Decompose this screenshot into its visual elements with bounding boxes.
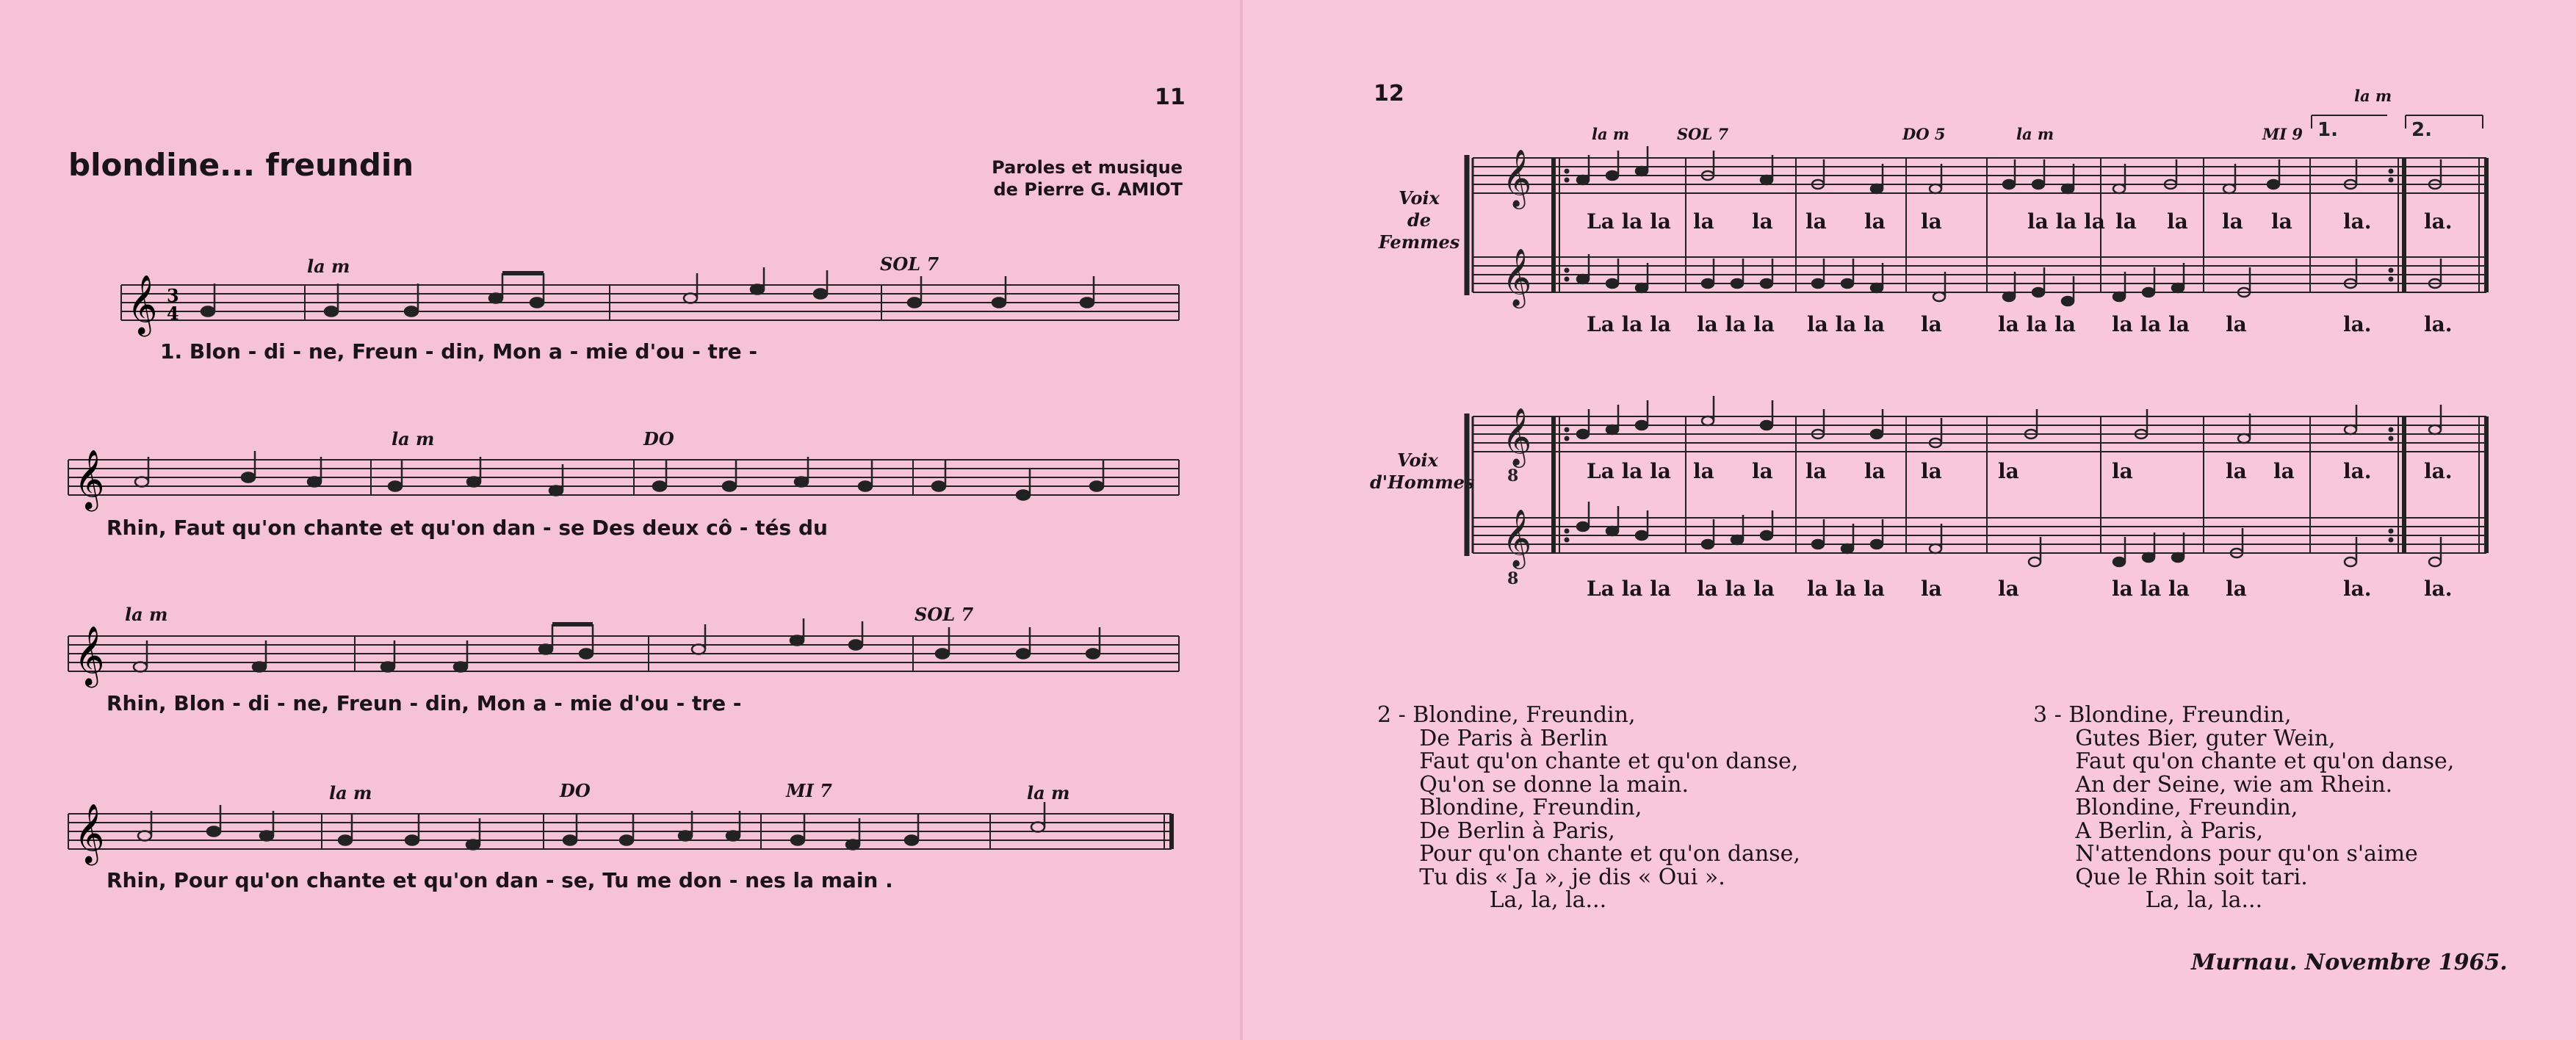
choir-syllable: la bbox=[1998, 577, 2019, 601]
choir-syllable: la bbox=[2226, 459, 2247, 483]
chord-label: la m bbox=[2016, 125, 2054, 143]
choir-syllable: la bbox=[2226, 312, 2247, 336]
choir-syllable: la la la bbox=[2112, 577, 2190, 601]
choir-syllable: la bbox=[2273, 459, 2295, 483]
melody-staff-2 bbox=[68, 449, 1185, 509]
volta-2: 2. bbox=[2411, 119, 2432, 141]
choir-syllable: la bbox=[1805, 209, 1827, 234]
voice-label-men bbox=[1370, 449, 1475, 494]
choir-syllable: la. bbox=[2343, 312, 2372, 336]
song-credits bbox=[918, 156, 1183, 201]
svg-text:𝄞: 𝄞 bbox=[1502, 149, 1532, 207]
chord-label: DO bbox=[643, 428, 674, 449]
choir-syllable: la bbox=[2271, 209, 2292, 234]
svg-text:𝄞: 𝄞 bbox=[1502, 408, 1532, 466]
choir-syllable: La la la bbox=[1587, 577, 1671, 601]
verse-2: 2 - Blondine, Freundin, De Paris à Berlin Faut qu'on chante et qu'on danse, Qu'on se donne la main. Blondine, Freundin, De Berlin à Paris, Pour qu'on chante et qu'on danse, Tu dis « Ja », je dis « Oui ». La, la, la... bbox=[1377, 702, 1800, 913]
chord-label: SOL 7 bbox=[1677, 125, 1729, 143]
choir-syllable: la. bbox=[2424, 459, 2453, 483]
choir-syllable: La la la bbox=[1587, 312, 1671, 336]
volta-1: 1. bbox=[2317, 119, 2338, 141]
chord-label: MI 7 bbox=[786, 780, 832, 801]
svg-text:𝄞: 𝄞 bbox=[127, 274, 158, 334]
chord-label: DO 5 bbox=[1902, 125, 1946, 143]
voice-label-line: de bbox=[1407, 209, 1432, 231]
chord-label: la m bbox=[1027, 782, 1070, 804]
choir-syllable: la bbox=[1921, 312, 1942, 336]
svg-text:𝄞: 𝄞 bbox=[1502, 248, 1532, 306]
svg-text:𝄞: 𝄞 bbox=[74, 449, 105, 509]
melody-staff-3 bbox=[68, 625, 1185, 685]
verse-3: 3 - Blondine, Freundin, Gutes Bier, guter Wein, Faut qu'on chante et qu'on danse, An der Seine, wie am Rhein. Blondine, Freundin, A Berlin, à Paris, N'attendons pour qu'on s'aime Que le Rhin soit tari. La, la, la... bbox=[2033, 702, 2455, 913]
voice-label-line: Voix bbox=[1397, 449, 1438, 471]
svg-text:𝄞: 𝄞 bbox=[1502, 509, 1532, 567]
chord-label: la m bbox=[307, 256, 350, 277]
choir-syllable: la. bbox=[2424, 209, 2453, 234]
chord-label: la m bbox=[2354, 87, 2392, 105]
composition-date: Murnau. Novembre 1965. bbox=[2191, 950, 2508, 975]
choir-syllable: la la la bbox=[1807, 577, 1885, 601]
choir-score bbox=[1473, 106, 2501, 613]
choir-syllable: la la la bbox=[2112, 312, 2190, 336]
choir-syllable: la bbox=[1921, 209, 1942, 234]
choir-syllable: la. bbox=[2424, 577, 2453, 601]
song-title: blondine... freundin bbox=[68, 147, 414, 183]
voice-label-women bbox=[1375, 187, 1463, 253]
page-number-left: 11 bbox=[1155, 84, 1186, 110]
melody-staff-4 bbox=[68, 803, 1185, 863]
page-fold bbox=[1240, 0, 1243, 1040]
svg-text:𝄞: 𝄞 bbox=[74, 625, 105, 685]
choir-syllable: la bbox=[1752, 209, 1773, 234]
choir-syllable: la la la bbox=[2027, 209, 2105, 234]
lyrics-line-3: Rhin, Blon - di - ne, Freun - din, Mon a - mie d'ou - tre - bbox=[107, 691, 742, 715]
chord-label: SOL 7 bbox=[880, 253, 939, 275]
chord-label: MI 9 bbox=[2262, 125, 2303, 143]
choir-syllable: la. bbox=[2343, 577, 2372, 601]
svg-text:4: 4 bbox=[167, 303, 179, 324]
choir-syllable: la la la bbox=[1998, 312, 2076, 336]
melody-staff-1 bbox=[121, 274, 1186, 334]
choir-syllable: la bbox=[2112, 459, 2133, 483]
choir-syllable: la bbox=[1998, 459, 2019, 483]
choir-syllable: la bbox=[1752, 459, 1773, 483]
svg-text:𝄞: 𝄞 bbox=[74, 803, 105, 863]
choir-syllable: la la la bbox=[1807, 312, 1885, 336]
credits-line-2: de Pierre G. AMIOT bbox=[993, 179, 1183, 200]
choir-syllable: la bbox=[1921, 459, 1942, 483]
svg-text:8: 8 bbox=[1507, 569, 1519, 588]
choir-syllable: La la la bbox=[1587, 459, 1671, 483]
chord-label: SOL 7 bbox=[914, 604, 974, 625]
choir-syllable: la bbox=[2167, 209, 2188, 234]
choir-syllable: La la la bbox=[1587, 209, 1671, 234]
chord-label: la m bbox=[125, 604, 168, 625]
lyrics-line-1: 1. Blon - di - ne, Freun - din, Mon a - mie d'ou - tre - bbox=[160, 339, 757, 364]
choir-syllable: la bbox=[1693, 459, 1714, 483]
choir-syllable: la bbox=[1805, 459, 1827, 483]
choir-syllable: la bbox=[2222, 209, 2243, 234]
svg-text:8: 8 bbox=[1507, 466, 1519, 485]
choir-syllable: la. bbox=[2424, 312, 2453, 336]
choir-syllable: la. bbox=[2343, 459, 2372, 483]
choir-syllable: la. bbox=[2343, 209, 2372, 234]
choir-syllable: la bbox=[1864, 209, 1886, 234]
choir-syllable: la bbox=[2226, 577, 2247, 601]
chord-label: DO bbox=[560, 780, 591, 801]
voice-label-line: Femmes bbox=[1378, 231, 1460, 253]
voice-label-line: d'Hommes bbox=[1370, 472, 1475, 493]
svg-text:3: 3 bbox=[167, 285, 179, 306]
credits-line-1: Paroles et musique bbox=[992, 157, 1183, 178]
choir-syllable: la bbox=[1693, 209, 1714, 234]
choir-syllable: la bbox=[1864, 459, 1886, 483]
voice-label-line: Voix bbox=[1399, 187, 1440, 209]
choir-syllable: la la la bbox=[1697, 577, 1775, 601]
choir-syllable: la bbox=[1921, 577, 1942, 601]
lyrics-line-2: Rhin, Faut qu'on chante et qu'on dan - se Des deux cô - tés du bbox=[107, 516, 828, 540]
chord-label: la m bbox=[1592, 125, 1630, 143]
choir-syllable: la la la bbox=[1697, 312, 1775, 336]
chord-label: la m bbox=[392, 428, 435, 449]
chord-label: la m bbox=[329, 782, 372, 804]
lyrics-line-4: Rhin, Pour qu'on chante et qu'on dan - se, Tu me don - nes la main . bbox=[107, 868, 893, 892]
choir-syllable: la bbox=[2115, 209, 2137, 234]
page-number-right: 12 bbox=[1374, 81, 1404, 106]
